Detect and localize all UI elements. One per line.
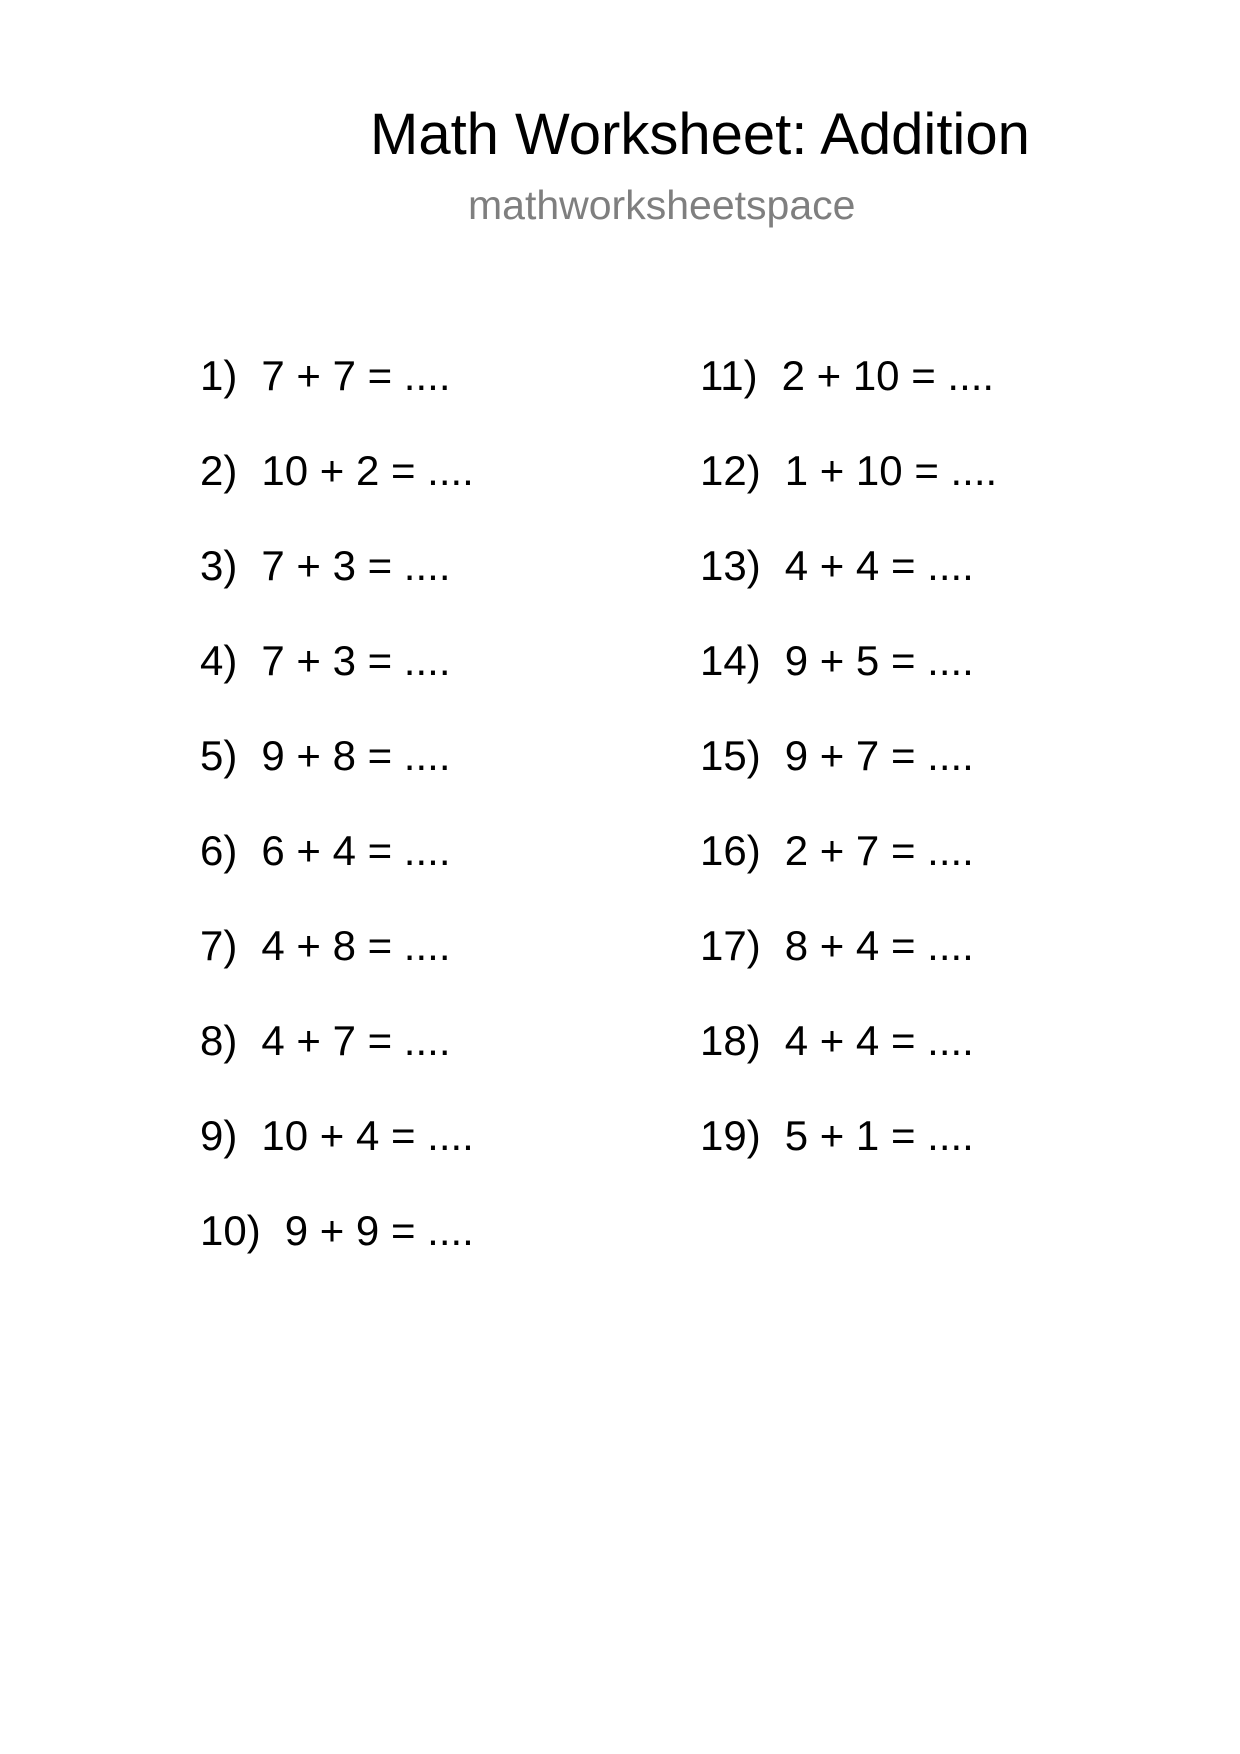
problem-item xyxy=(700,1106,997,1201)
problem-item xyxy=(200,1201,474,1296)
problem-item xyxy=(200,1106,474,1201)
problem-number: 5) xyxy=(200,732,238,779)
problem-item xyxy=(700,916,997,1011)
problem-number: 10) xyxy=(200,1207,261,1254)
problem-item xyxy=(200,346,474,441)
problem-expression: 8 + 4 = .... xyxy=(784,922,974,969)
problem-item xyxy=(200,441,474,536)
problem-expression: 2 + 7 = .... xyxy=(784,827,974,874)
problem-item xyxy=(200,536,474,631)
problem-number: 19) xyxy=(700,1112,761,1159)
problem-item xyxy=(700,536,997,631)
problem-item xyxy=(700,821,997,916)
problem-expression: 4 + 8 = .... xyxy=(261,922,451,969)
problem-item xyxy=(200,631,474,726)
page-subtitle: mathworksheetspace xyxy=(468,182,856,228)
problem-item xyxy=(700,441,997,536)
problem-expression: 4 + 4 = .... xyxy=(784,542,974,589)
problem-expression: 6 + 4 = .... xyxy=(261,827,451,874)
problem-number: 15) xyxy=(700,732,761,779)
page-title: Math Worksheet: Addition xyxy=(370,102,1030,167)
problem-expression: 7 + 3 = .... xyxy=(261,542,451,589)
problem-expression: 9 + 8 = .... xyxy=(261,732,451,779)
problem-expression: 5 + 1 = .... xyxy=(784,1112,974,1159)
problem-expression: 10 + 2 = .... xyxy=(261,447,474,494)
problem-item xyxy=(200,1011,474,1106)
problem-expression: 9 + 5 = .... xyxy=(784,637,974,684)
problem-expression: 4 + 4 = .... xyxy=(784,1017,974,1064)
problem-item xyxy=(700,726,997,821)
problem-expression: 10 + 4 = .... xyxy=(261,1112,474,1159)
problem-item xyxy=(700,631,997,726)
problem-number: 13) xyxy=(700,542,761,589)
problem-number: 9) xyxy=(200,1112,238,1159)
problem-number: 4) xyxy=(200,637,238,684)
problem-expression: 4 + 7 = .... xyxy=(261,1017,451,1064)
problem-number: 16) xyxy=(700,827,761,874)
problem-number: 1) xyxy=(200,352,238,399)
problem-number: 3) xyxy=(200,542,238,589)
problem-expression: 1 + 10 = .... xyxy=(784,447,998,494)
problem-number: 6) xyxy=(200,827,238,874)
problem-number: 8) xyxy=(200,1017,238,1064)
problem-item xyxy=(700,346,997,441)
problem-expression: 7 + 7 = .... xyxy=(261,352,451,399)
problem-item xyxy=(200,821,474,916)
problem-item xyxy=(200,726,474,821)
problem-number: 14) xyxy=(700,637,761,684)
problem-column-right xyxy=(700,346,997,1201)
problem-column-left xyxy=(200,346,474,1296)
problem-number: 17) xyxy=(700,922,761,969)
problem-number: 7) xyxy=(200,922,238,969)
problem-expression: 9 + 9 = .... xyxy=(284,1207,474,1254)
problem-expression: 2 + 10 = .... xyxy=(781,352,995,399)
problem-number: 18) xyxy=(700,1017,761,1064)
problem-item xyxy=(700,1011,997,1106)
problem-expression: 7 + 3 = .... xyxy=(261,637,451,684)
problem-item xyxy=(200,916,474,1011)
problem-number: 2) xyxy=(200,447,238,494)
problem-expression: 9 + 7 = .... xyxy=(784,732,974,779)
problem-number: 11) xyxy=(700,352,758,399)
problem-number: 12) xyxy=(700,447,761,494)
